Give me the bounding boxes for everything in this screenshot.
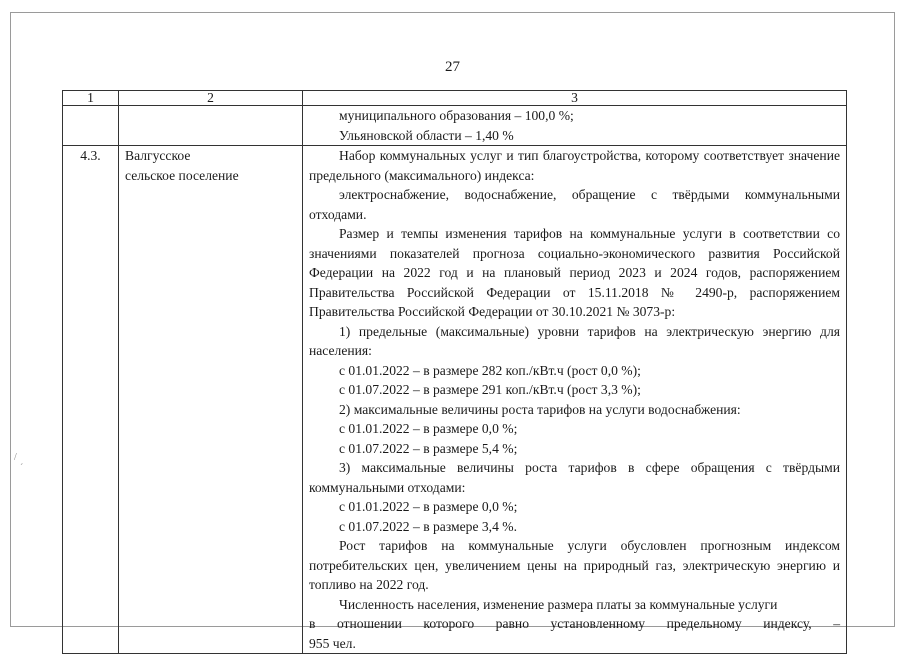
paragraph: 1) предельные (максимальные) уровни тарифов на электрическую энергию для населения: — [309, 323, 840, 358]
paragraph: Набор коммунальных услуг и тип благоустройства, которому соответствует значение предельного (максимального) индекса: — [309, 148, 840, 183]
continuation-cell-2 — [119, 106, 303, 146]
continuation-line: муниципального образования – 100,0 %; — [339, 108, 574, 123]
list-item: с 01.01.2022 – в размере 0,0 %; — [339, 499, 518, 514]
settlement-name-line: сельское поселение — [125, 167, 239, 183]
paragraph: Рост тарифов на коммунальные услуги обусловлен прогнозным индексом потребительских цен, увеличением цены на природный газ, электрическую энергию и топливо на 2022 год. — [309, 538, 840, 592]
paragraph: Размер и темпы изменения тарифов на коммунальные услуги в соответствии со значениями показателей прогноза социально-экономического развития Российской Федерации на 2022 год и на плановый период 2023 и 2024 годов, распоряжением Правительства Российской Федерации от 15.11.2018 № 2490-р, распоряжением Правительства Российской Федерации от 30.10.2021 № 3073-р: — [309, 226, 840, 319]
scan-artifact: ´ — [20, 463, 24, 474]
continuation-row — [63, 106, 847, 146]
continuation-cell-1 — [63, 106, 119, 146]
description-cell — [303, 146, 847, 654]
paragraph: 3) максимальные величины роста тарифов в сфере обращения с твёрдыми коммунальными отходами: — [309, 460, 840, 495]
continuation-cell-3 — [303, 106, 847, 146]
table-row — [63, 146, 847, 654]
header-col-2: 2 — [119, 91, 303, 106]
paragraph-line: 955 чел. — [309, 635, 356, 651]
list-item: с 01.01.2022 – в размере 0,0 %; — [339, 421, 518, 436]
list-item: с 01.07.2022 – в размере 291 коп./кВт.ч (рост 3,3 %); — [339, 382, 641, 397]
paragraph-line: Численность населения, изменение размера платы за коммунальные услуги — [339, 596, 778, 612]
header-col-1: 1 — [63, 91, 119, 106]
continuation-line: Ульяновской области – 1,40 % — [339, 127, 514, 143]
page-number: 27 — [445, 59, 460, 75]
paragraph-line: в отношении которого равно установленному предельному индексу, – — [309, 616, 840, 631]
settlement-name-line: Валгусское — [125, 148, 191, 163]
list-item: 2) максимальные величины роста тарифов на услуги водоснабжения: — [339, 401, 741, 417]
list-item: с 01.07.2022 – в размере 3,4 %. — [339, 518, 517, 534]
scan-artifact: / — [14, 452, 17, 463]
paragraph: электроснабжение, водоснабжение, обращение с твёрдыми коммунальными отходами. — [309, 187, 840, 222]
settlement-name-cell — [119, 146, 303, 654]
table-header-row — [63, 91, 847, 106]
list-item: с 01.01.2022 – в размере 282 коп./кВт.ч (рост 0,0 %); — [339, 362, 641, 378]
tariff-table — [62, 90, 847, 654]
header-col-3: 3 — [303, 91, 847, 106]
row-number: 4.3. — [63, 146, 119, 654]
list-item: с 01.07.2022 – в размере 5,4 %; — [339, 440, 518, 456]
